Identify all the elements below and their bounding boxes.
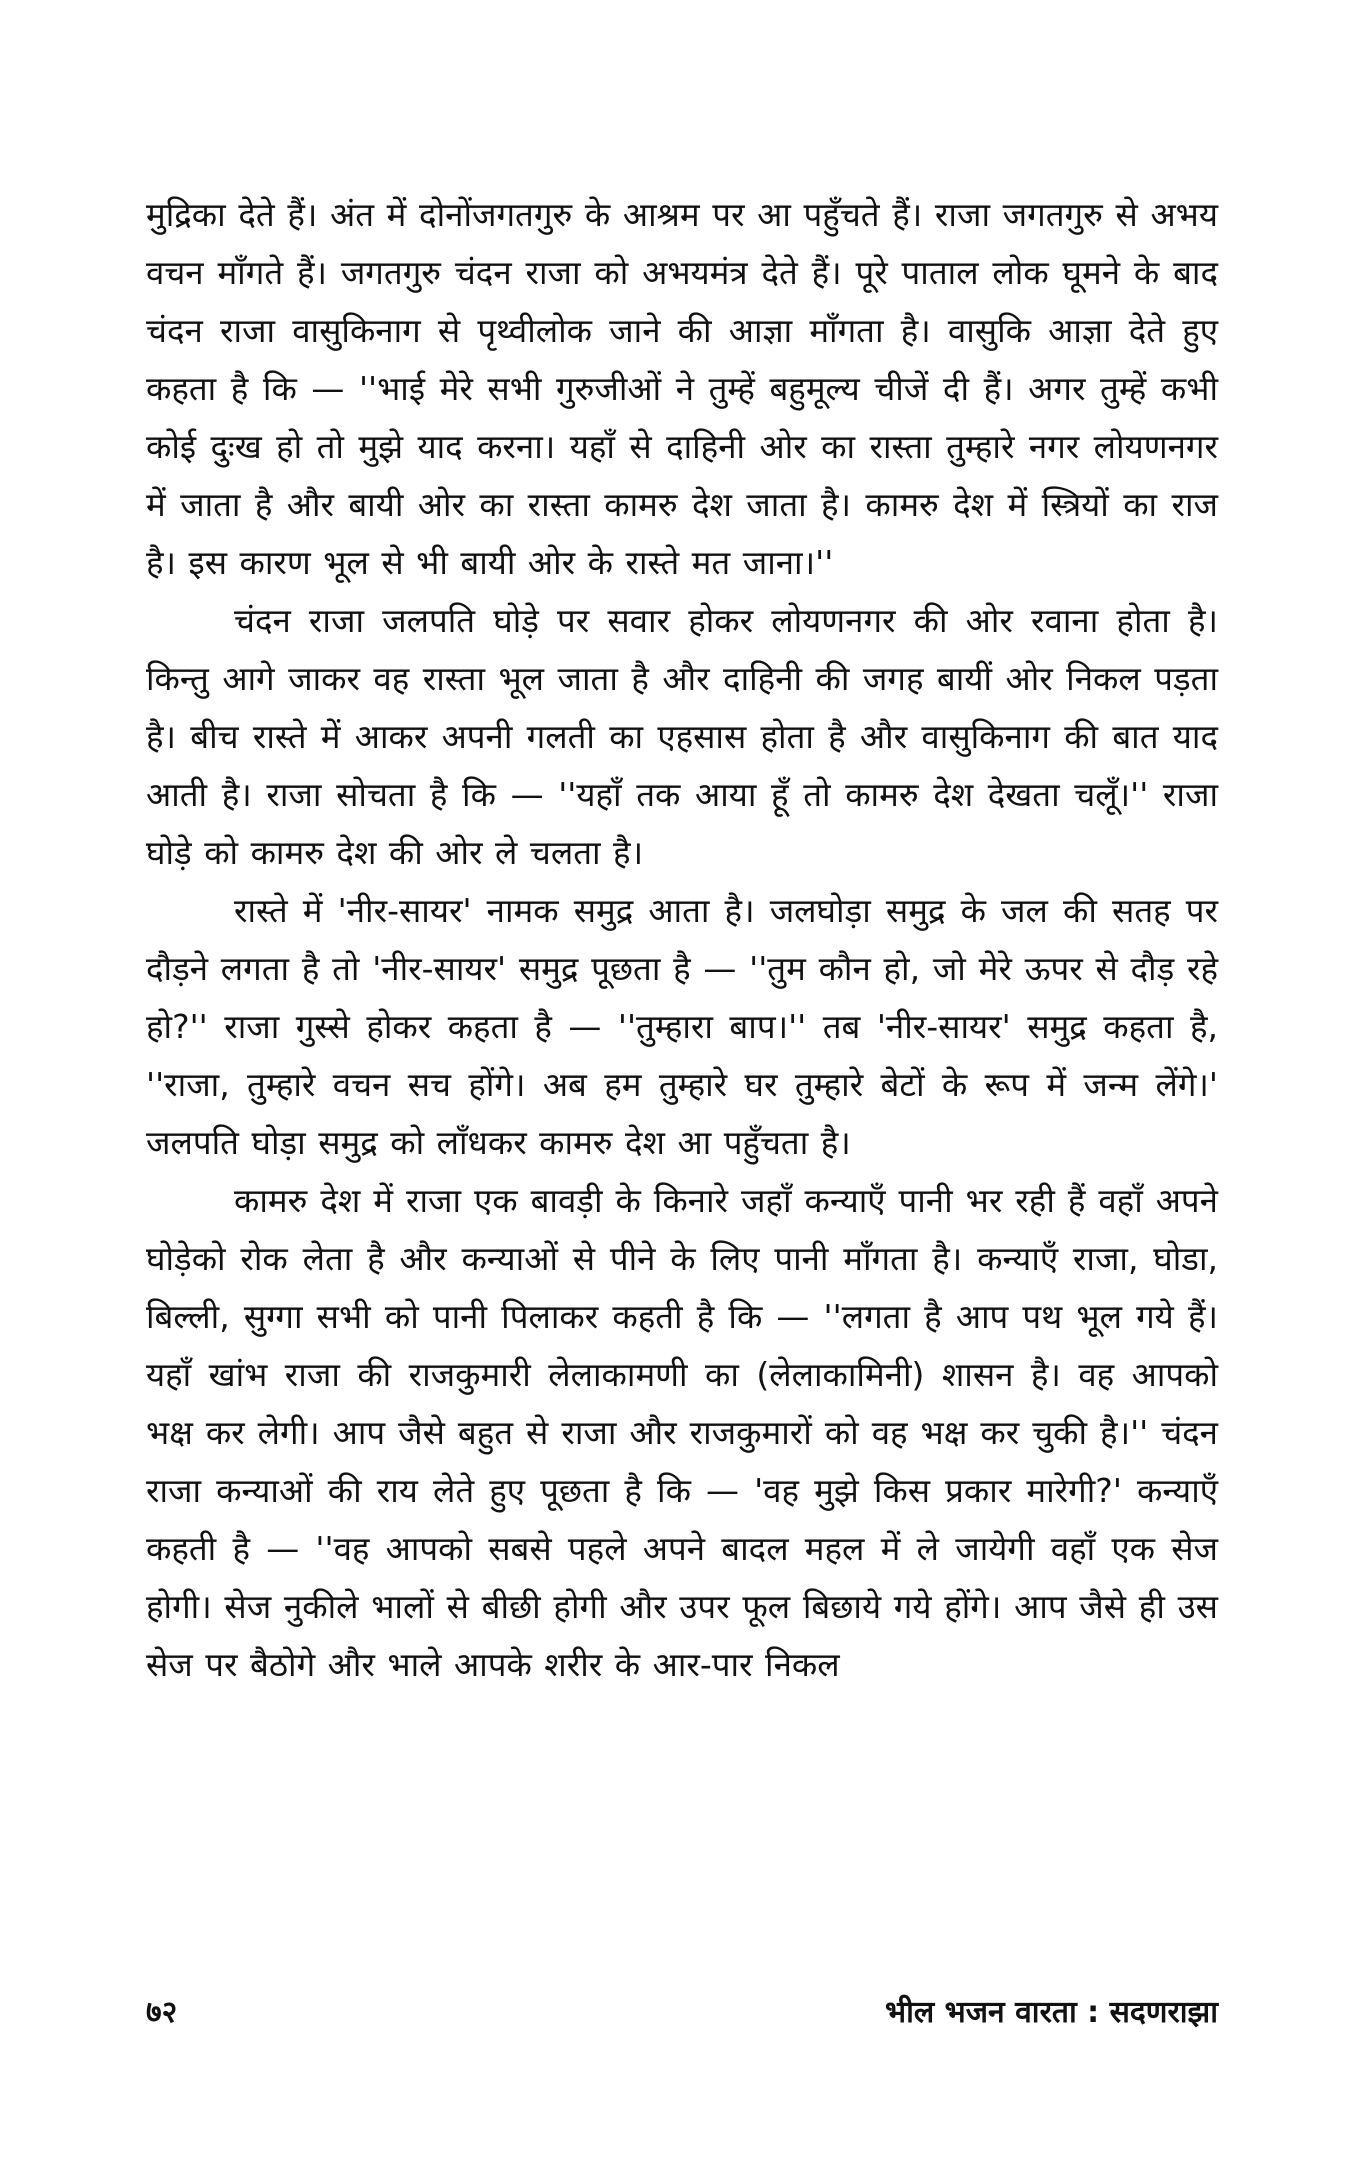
- running-title: भील भजन वारता : सदणराझा: [885, 1995, 1218, 2030]
- paragraph-3: रास्ते में 'नीर-सायर' नामक समुद्र आता है। जलघोड़ा समुद्र के जल की सतह पर दौड़ने लगता है तो 'नीर-सायर' समुद्र पूछता है — ''तुम कौन हो, जो मेरे ऊपर से दौड़ रहे हो?'' राजा गुस्से होकर कहता है — ''तुम्हारा बाप।'' तब 'नीर-सायर' समुद्र कहता है, ''राजा, तुम्हारे वचन सच होंगे। अब हम तुम्हारे घर तुम्हारे बेटों के रूप में जन्म लेंगे।' जलपति घोड़ा समुद्र को लाँधकर कामरु देश आ पहुँचता है।: [146, 891, 1218, 1162]
- page-footer: [146, 1990, 1218, 2040]
- paragraph-2: चंदन राजा जलपति घोड़े पर सवार होकर लोयणनगर की ओर रवाना होता है। किन्तु आगे जाकर वह रास्ता भूल जाता है और दाहिनी की जगह बायीं ओर निकल पड़ता है। बीच रास्ते में आकर अपनी गलती का एहसास होता है और वासुकिनाग की बात याद आती है। राजा सोचता है कि — ''यहाँ तक आया हूँ तो कामरु देश देखता चलूँ।'' राजा घोड़े को कामरु देश की ओर ले चलता है।: [146, 601, 1218, 872]
- paragraph-1: मुद्रिका देते हैं। अंत में दोनोंजगतगुरु के आश्रम पर आ पहुँचते हैं। राजा जगतगुरु से अभय वचन माँगते हैं। जगतगुरु चंदन राजा को अभयमंत्र देते हैं। पूरे पाताल लोक घूमने के बाद चंदन राजा वासुकिनाग से पृथ्वीलोक जाने की आज्ञा माँगता है। वासुकि आज्ञा देते हुए कहता है कि — ''भाई मेरे सभी गुरुजीओं ने तुम्हें बहुमूल्य चीजें दी हैं। अगर तुम्हें कभी कोई दुःख हो तो मुझे याद करना। यहाँ से दाहिनी ओर का रास्ता तुम्हारे नगर लोयणनगर में जाता है और बायी ओर का रास्ता कामरु देश जाता है। कामरु देश में स्त्रियों का राज है। इस कारण भूल से भी बायी ओर के रास्ते मत जाना।'': [146, 195, 1218, 582]
- paragraph-4: कामरु देश में राजा एक बावड़ी के किनारे जहाँ कन्याएँ पानी भर रही हैं वहाँ अपने घोड़ेको रोक लेता है और कन्याओं से पीने के लिए पानी माँगता है। कन्याएँ राजा, घोडा, बिल्ली, सुग्गा सभी को पानी पिलाकर कहती है कि — ''लगता है आप पथ भूल गये हैं। यहाँ खांभ राजा की राजकुमारी लेलाकामणी का (लेलाकामिनी) शासन है। वह आपको भक्ष कर लेगी। आप जैसे बहुत से राजा और राजकुमारों को वह भक्ष कर चुकी है।'' चंदन राजा कन्याओं की राय लेते हुए पूछता है कि — 'वह मुझे किस प्रकार मारेगी?' कन्याएँ कहती है — ''वह आपको सबसे पहले अपने बादल महल में ले जायेगी वहाँ एक सेज होगी। सेज नुकीले भालों से बीछी होगी और उपर फूल बिछाये गये होंगे। आप जैसे ही उस सेज पर बैठोगे और भाले आपके शरीर के आर-पार निकल: [146, 1181, 1218, 1684]
- body-text: [146, 186, 1218, 1694]
- page-number: ७२: [146, 1995, 178, 2030]
